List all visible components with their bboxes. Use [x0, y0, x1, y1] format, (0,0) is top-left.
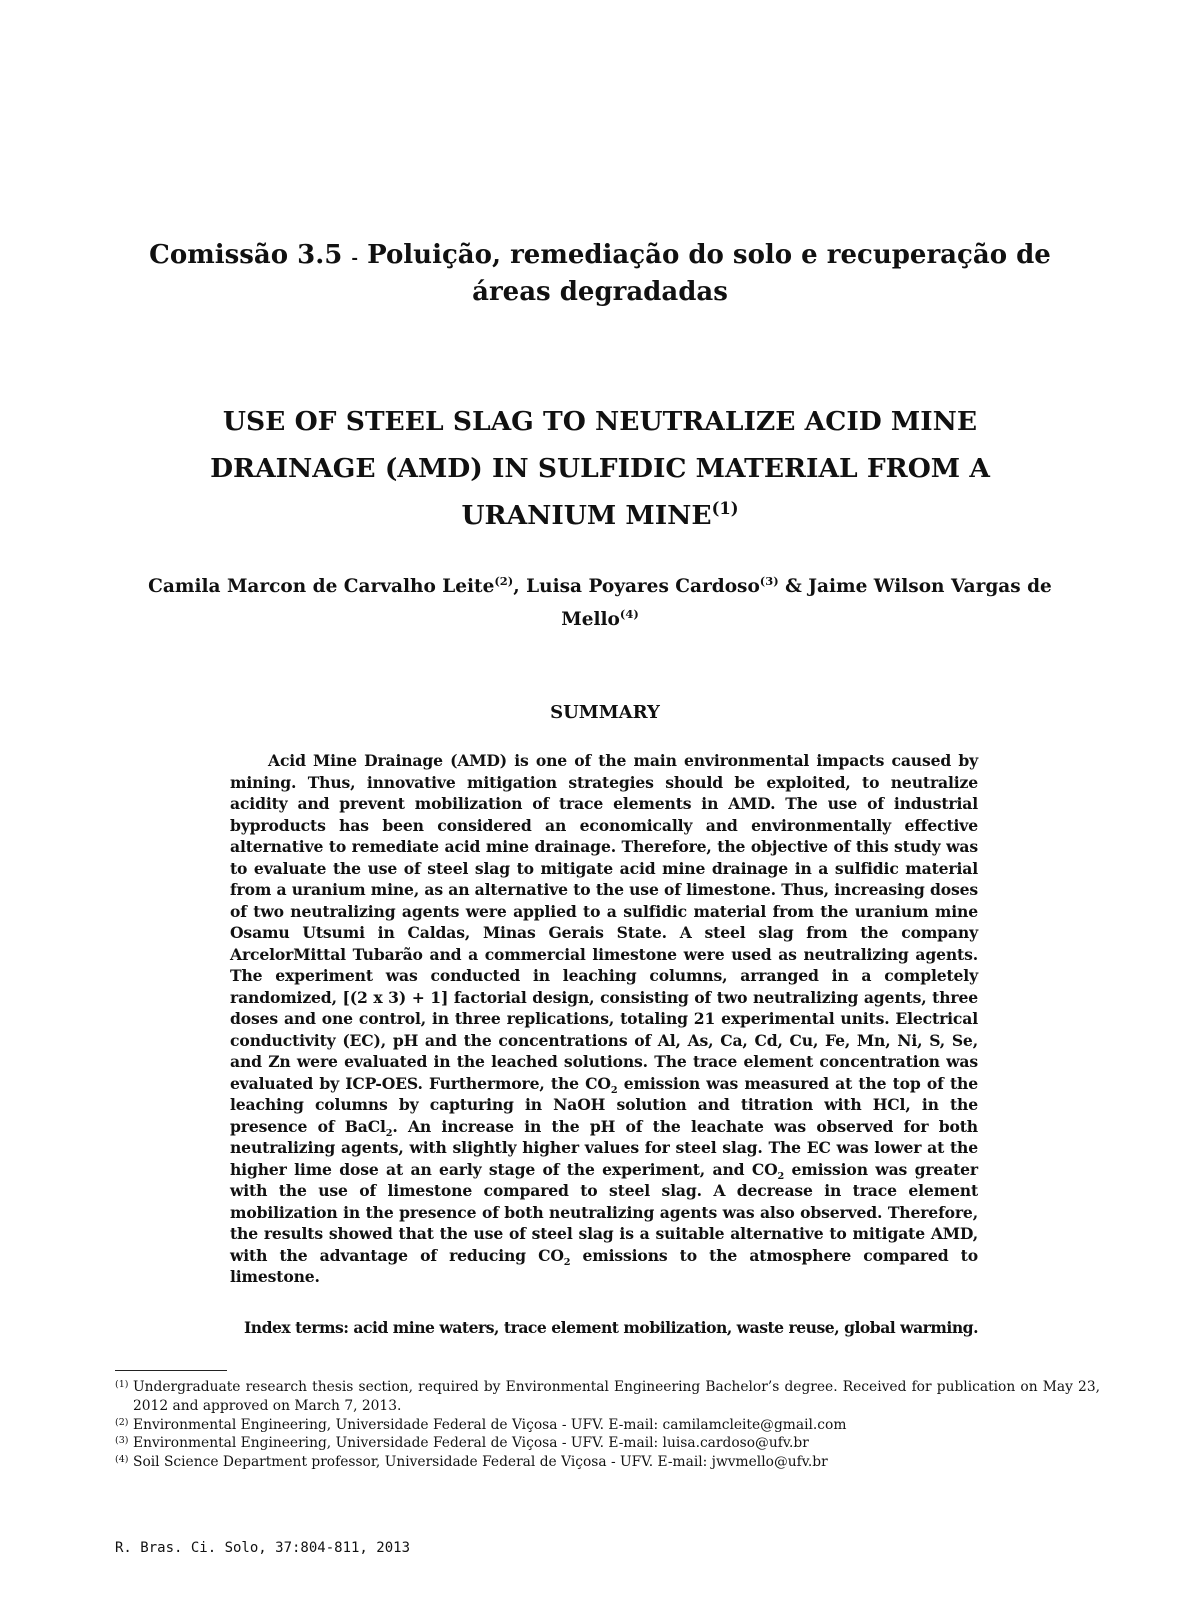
abstract-text: emissions to the atmosphere compared to limestone. [230, 1245, 978, 1286]
footnote [115, 1453, 1100, 1472]
author-list [110, 570, 1090, 636]
summary-heading: SUMMARY [550, 702, 660, 723]
commission-label: Comissão 3.5 [149, 240, 343, 270]
subscript: 2 [563, 1256, 571, 1268]
title-line-1: USE OF STEEL SLAG TO NEUTRALIZE ACID MINE [222, 406, 978, 437]
subscript: 2 [610, 1084, 618, 1096]
commission-heading [130, 238, 1070, 309]
index-terms: Index terms: acid mine waters, trace element mobilization, waste reuse, global warming. [243, 1318, 978, 1337]
abstract-text: emission was measured at the top of the leaching columns by capturing in NaOH solution and titration with HCl, in the presence of BaCl [230, 1073, 978, 1136]
footnote-text: Environmental Engineering, Universidade Federal de Viçosa - UFV. E-mail: camilamcleite@gmail.com [133, 1416, 847, 1433]
commission-name-line1: Poluição, remediação do solo e recuperação de [367, 240, 1051, 270]
author-footnote-ref: (2) [494, 573, 514, 588]
author-separator: & [778, 576, 809, 597]
subscript: 2 [385, 1127, 393, 1139]
commission-separator: - [351, 248, 359, 267]
author-name: Jaime Wilson Vargas de Mello [561, 576, 1052, 630]
footnote-number: (1) [115, 1379, 129, 1390]
abstract-body [230, 750, 978, 1288]
abstract-text: . An increase in the pH of the leachate was observed for both neutralizing agents, with slightly higher values for steel slag. The EC was lower at the higher lime dose at an early stage of the experiment, and CO [230, 1116, 978, 1179]
journal-reference: R. Bras. Ci. Solo, 37:804-811, 2013 [115, 1540, 411, 1556]
subscript: 2 [777, 1170, 785, 1182]
author-name: Camila Marcon de Carvalho Leite [148, 576, 495, 597]
abstract-text: Acid Mine Drainage (AMD) is one of the main environmental impacts caused by mining. Thus, innovative mitigation strategies should be exploited, to neutralize acidity and prevent mobilization of trace elements in AMD. The use of industrial byproducts has been considered an economically and environmentally effective alternative to remediate acid mine drainage. Therefore, the objective of this study was to evaluate the use of steel slag to mitigate acid mine drainage in a sulfidic material from a uranium mine, as an alternative to the use of limestone. Thus, increasing doses of two neutralizing agents were applied to a sulfidic material from the uranium mine Osamu Utsumi in Caldas, Minas Gerais State. A steel slag from the company ArcelorMittal Tubarão and a commercial limestone were used as neutralizing agents. The experiment was conducted in leaching columns, arranged in a completely randomized, [(2 x 3) + 1] factorial design, consisting of two neutralizing agents, three doses and one control, in three replications, totaling 21 experimental units. Electrical conductivity (EC), pH and the concentrations of Al, As, Ca, Cd, Cu, Fe, Mn, Ni, S, Se, and Zn were evaluated in the leached solutions. The trace element concentration was evaluated by ICP-OES. Furthermore, the CO [230, 751, 978, 1093]
footnote [115, 1378, 1100, 1416]
abstract-paragraph [230, 750, 978, 1288]
footnote-divider [115, 1370, 227, 1371]
footnote-text: Soil Science Department professor, Universidade Federal de Viçosa - UFV. E-mail: jwvmello@ufv.br [133, 1454, 828, 1471]
title-line-2: DRAINAGE (AMD) IN SULFIDIC MATERIAL FROM A [210, 453, 990, 484]
author-footnote-ref: (4) [619, 606, 639, 621]
title-line-3: URANIUM MINE [461, 500, 712, 531]
title-footnote-ref: (1) [711, 499, 739, 519]
commission-name-line2: áreas degradadas [472, 277, 728, 307]
footnote-number: (3) [115, 1435, 129, 1447]
footnote-number: (4) [115, 1454, 129, 1466]
author-footnote-ref: (3) [759, 573, 779, 588]
author-separator: , [513, 576, 527, 597]
author-name: Luisa Poyares Cardoso [526, 576, 760, 597]
footnote-text: Environmental Engineering, Universidade Federal de Viçosa - UFV. E-mail: luisa.cardoso@ufv.br [133, 1435, 809, 1452]
footnote [115, 1434, 1100, 1453]
footnote [115, 1416, 1100, 1435]
footnote-text: Undergraduate research thesis section, required by Environmental Engineering Bachelor’s degree. Received for publication on May 23, 2012 and approved on March 7, 2013. [133, 1379, 1100, 1414]
footnote-number: (2) [115, 1416, 129, 1428]
abstract-text: emission was greater with the use of limestone compared to steel slag. A decrease in trace element mobilization in the presence of both neutralizing agents was also observed. Therefore, the results showed that the use of steel slag is a suitable alternative to mitigate AMD, with the advantage of reducing CO [230, 1159, 978, 1265]
footnotes [115, 1378, 1100, 1472]
paper-title [130, 398, 1070, 539]
